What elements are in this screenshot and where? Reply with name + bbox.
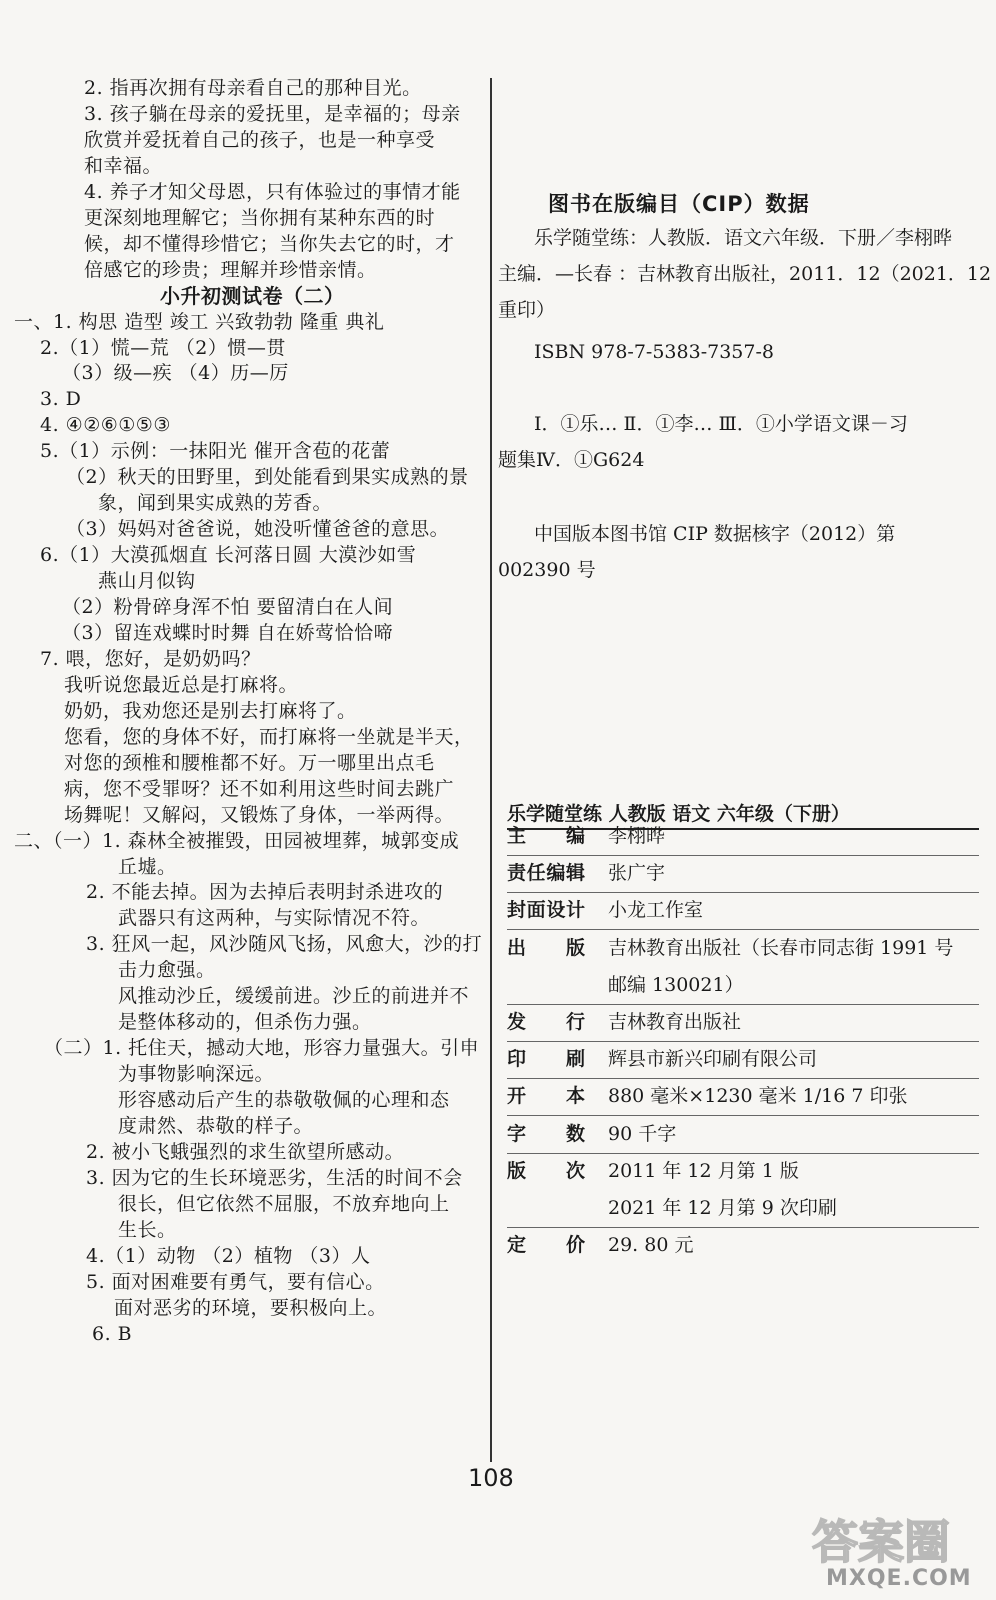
answer-line: 5.（1）示例：一抹阳光 催开含苞的花蕾 <box>40 440 391 462</box>
imprint-value: 邮编 130021） <box>608 974 744 996</box>
answer-line: 候，却不懂得珍惜它；当你失去它的时，才 <box>84 233 455 255</box>
imprint-value: 李栩晔 <box>608 825 666 847</box>
imprint-label-char: 辑 <box>565 862 585 884</box>
answer-line: 是整体移动的，但杀伤力强。 <box>118 1011 372 1033</box>
answer-line: 4.（1）动物 （2）植物 （3）人 <box>86 1245 371 1267</box>
answer-line: 一、1. 构思 造型 竣工 兴致勃勃 隆重 典礼 <box>14 311 385 333</box>
answer-line: 对您的颈椎和腰椎都不好。万一哪里出点毛 <box>64 752 435 774</box>
imprint-label-char: 计 <box>565 899 585 921</box>
imprint-value: 29. 80 元 <box>608 1234 694 1256</box>
answer-line: 二、（一）1. 森林全被摧毁，田园被埋葬，城郭变成 <box>14 830 460 852</box>
answer-line: 和幸福。 <box>84 155 163 177</box>
imprint-label <box>507 855 585 891</box>
column-divider <box>490 78 492 1462</box>
imprint-label-char: 版 <box>565 937 585 959</box>
imprint-value: 880 毫米×1230 毫米 1/16 7 印张 <box>608 1085 908 1107</box>
answer-line: 场舞呢！又解闷，又锻炼了身体，一举两得。 <box>64 804 455 826</box>
imprint-label <box>507 930 585 966</box>
imprint-value: 吉林教育出版社（长春市同志街 1991 号 <box>608 937 954 959</box>
cip-line: 乐学随堂练：人教版．语文六年级．下册／李栩晔 <box>534 227 953 249</box>
imprint-label-char: 版 <box>507 1160 527 1182</box>
cip-line: 重印） <box>498 299 556 321</box>
answer-line: 击力愈强。 <box>118 959 216 981</box>
section-title: 小升初测试卷（二） <box>160 284 345 308</box>
answer-line: （2）秋天的田野里，到处能看到果实成熟的景 <box>66 466 469 488</box>
answer-line: 我听说您最近总是打麻将。 <box>64 674 299 696</box>
answer-line: 度肃然、恭敬的样子。 <box>118 1115 314 1137</box>
imprint-row <box>507 1078 979 1116</box>
answer-line: （二）1. 托住天，撼动大地，形容力量强大。引申 <box>44 1037 480 1059</box>
imprint-label <box>507 1227 585 1263</box>
imprint-row <box>507 1227 979 1264</box>
answer-line: 风推动沙丘，缓缓前进。沙丘的前进并不 <box>118 985 470 1007</box>
answer-line: 4. ④②⑥①⑤③ <box>40 414 171 436</box>
imprint-label-char: 行 <box>565 1011 585 1033</box>
answer-line: （3）级—疾 （4）历—厉 <box>62 362 289 384</box>
answer-line: 武器只有这两种，与实际情况不符。 <box>118 907 431 929</box>
answer-line: 病，您不受罪呀？还不如利用这些时间去跳广 <box>64 778 455 800</box>
answer-line: 2. 不能去掉。因为去掉后表明封杀进攻的 <box>86 881 444 903</box>
imprint-label-char: 面 <box>526 899 546 921</box>
answer-line: 更深刻地理解它；当你拥有某种东西的时 <box>84 207 436 229</box>
answer-line: 丘墟。 <box>118 856 177 878</box>
imprint-row <box>507 1153 979 1190</box>
imprint-label-char: 开 <box>507 1085 527 1107</box>
cip-line: Ⅰ．①乐… Ⅱ．①李… Ⅲ．①小学语文课－习 <box>534 413 908 435</box>
answer-line: 生长。 <box>118 1219 177 1241</box>
imprint-label-char: 编 <box>546 862 566 884</box>
imprint-label-char: 次 <box>565 1160 585 1182</box>
answer-line: （3）妈妈对爸爸说，她没听懂爸爸的意思。 <box>66 518 450 540</box>
imprint-row <box>507 1004 979 1042</box>
cip-line: 中国版本图书馆 CIP 数据核字（2012）第 <box>534 523 896 545</box>
answer-line: 燕山月似钩 <box>98 570 196 592</box>
imprint-label-char: 封 <box>507 899 527 921</box>
imprint-row <box>507 1116 979 1154</box>
answer-line: 倍感它的珍贵；理解并珍惜亲情。 <box>84 259 377 281</box>
answer-line: 4. 养子才知父母恩，只有体验过的事情才能 <box>84 181 461 203</box>
imprint-row <box>507 930 979 967</box>
imprint-label-char: 印 <box>507 1048 527 1070</box>
imprint-value: 2021 年 12 月第 9 次印刷 <box>608 1197 837 1219</box>
imprint-label-char: 本 <box>565 1085 585 1107</box>
page-number: 108 <box>468 1464 514 1492</box>
watermark-glyphs: 答案圈 <box>812 1515 950 1569</box>
answer-line: 2.（1）慌—荒 （2）惯—贯 <box>40 337 286 359</box>
answer-line: 7. 喂，您好，是奶奶吗？ <box>40 648 261 670</box>
cip-line: 002390 号 <box>498 559 596 581</box>
imprint-label-char: 设 <box>546 899 566 921</box>
answer-line: 为事物影响深远。 <box>118 1063 275 1085</box>
imprint-label-char: 发 <box>507 1011 527 1033</box>
imprint-label <box>507 1116 585 1152</box>
imprint-book-title: 乐学随堂练 人教版 语文 六年级（下册） <box>507 800 979 830</box>
cip-title: 图书在版编目（CIP）数据 <box>548 192 810 216</box>
imprint-label <box>507 818 585 854</box>
answer-line: 3. 孩子躺在母亲的爱抚里，是幸福的；母亲 <box>84 103 461 125</box>
cip-line: 主编．—长春 ：吉林教育出版社，2011．12（2021．12 <box>498 263 992 285</box>
imprint-row <box>507 1190 979 1228</box>
answer-line: 3. 狂风一起，风沙随风飞扬，风愈大，沙的打 <box>86 933 483 955</box>
imprint-value: 90 千字 <box>608 1123 677 1145</box>
imprint-row <box>507 1041 979 1079</box>
answer-line: 您看，您的身体不好，而打麻将一坐就是半天， <box>64 726 474 748</box>
imprint-label <box>507 1153 585 1189</box>
answer-line: 欣赏并爱抚着自己的孩子，也是一种享受 <box>84 129 436 151</box>
imprint-value: 2011 年 12 月第 1 版 <box>608 1160 799 1182</box>
answer-line: 6.（1）大漠孤烟直 长河落日圆 大漠沙如雪 <box>40 544 417 566</box>
answer-line: 2. 指再次拥有母亲看自己的那种目光。 <box>84 77 422 99</box>
imprint-value: 辉县市新兴印刷有限公司 <box>608 1048 818 1070</box>
imprint-label-char: 字 <box>507 1123 527 1145</box>
imprint-row <box>507 855 979 893</box>
answer-line: 形容感动后产生的恭敬敬佩的心理和态 <box>118 1089 450 1111</box>
answer-line: 3. D <box>40 388 82 410</box>
imprint-label-char: 出 <box>507 937 527 959</box>
imprint-label-char: 编 <box>565 825 585 847</box>
answer-line: 2. 被小飞蛾强烈的求生欲望所感动。 <box>86 1141 405 1163</box>
imprint-row <box>507 967 979 1005</box>
imprint-value: 吉林教育出版社 <box>608 1011 742 1033</box>
imprint-label <box>507 1041 585 1077</box>
answer-line: 面对恶劣的环境，要积极向上。 <box>114 1297 388 1319</box>
imprint-label-char: 数 <box>565 1123 585 1145</box>
answer-line: （3）留连戏蝶时时舞 自在娇莺恰恰啼 <box>62 622 394 644</box>
cip-line: ISBN 978-7-5383-7357-8 <box>534 341 774 363</box>
imprint-label-char: 价 <box>565 1234 585 1256</box>
imprint-label-char: 主 <box>507 825 527 847</box>
imprint-label <box>507 892 585 928</box>
imprint-label <box>507 1004 585 1040</box>
answer-line: 很长，但它依然不屈服，不放弃地向上 <box>118 1193 450 1215</box>
imprint-label-char: 任 <box>526 862 546 884</box>
imprint-label-char: 责 <box>507 862 527 884</box>
answer-line: 3. 因为它的生长环境恶劣，生活的时间不会 <box>86 1167 463 1189</box>
answer-line: （2）粉骨碎身浑不怕 要留清白在人间 <box>62 596 394 618</box>
imprint-value: 小龙工作室 <box>608 899 704 921</box>
cip-line: 题集Ⅳ．①G624 <box>498 449 645 471</box>
imprint-row <box>507 818 979 856</box>
watermark-text: MXQE.COM <box>826 1566 972 1591</box>
imprint-label <box>507 1078 585 1114</box>
imprint-row <box>507 892 979 930</box>
answer-line: 6. B <box>92 1323 133 1345</box>
imprint-label-char: 定 <box>507 1234 527 1256</box>
imprint-label-char: 刷 <box>565 1048 585 1070</box>
imprint-value: 张广宇 <box>608 862 666 884</box>
answer-line: 奶奶，我劝您还是别去打麻将了。 <box>64 700 357 722</box>
answer-line: 象，闻到果实成熟的芳香。 <box>98 492 333 514</box>
answer-line: 5. 面对困难要有勇气，要有信心。 <box>86 1271 385 1293</box>
